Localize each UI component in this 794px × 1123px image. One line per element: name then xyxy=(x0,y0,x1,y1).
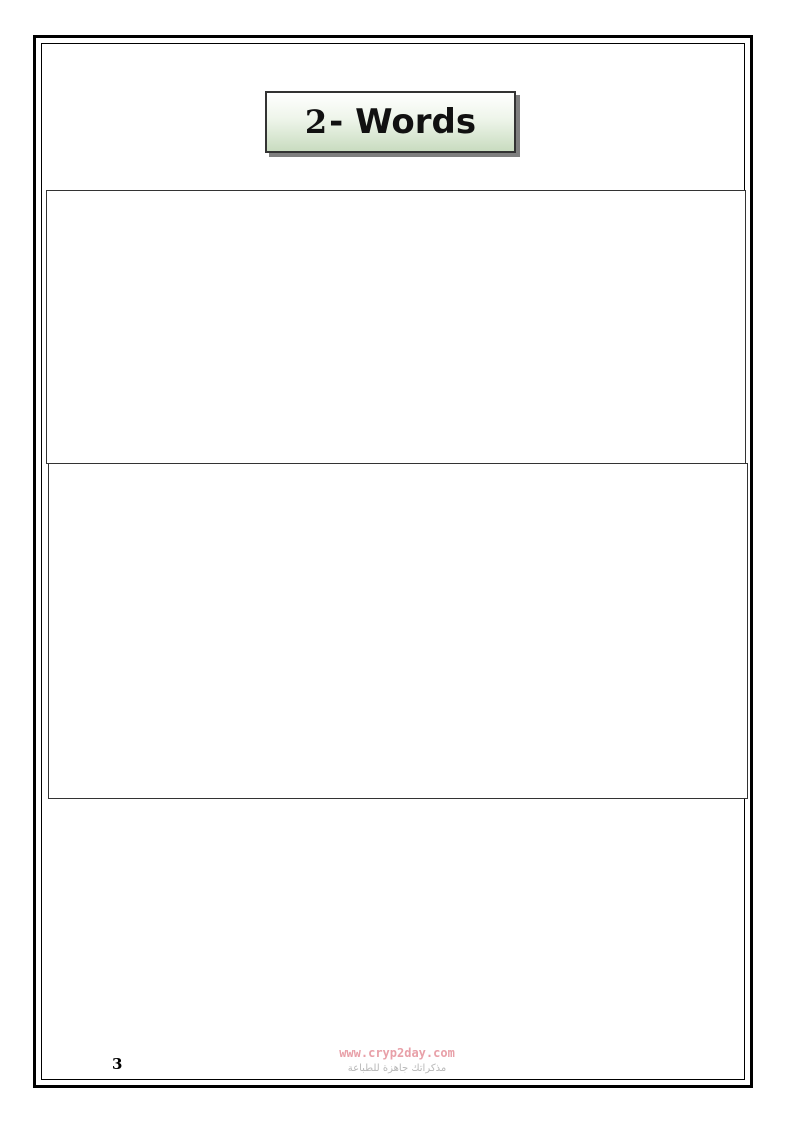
title-box xyxy=(265,91,516,153)
page-number: 3 xyxy=(112,1055,123,1073)
site-url: www.cryp2day.com xyxy=(339,1046,455,1060)
page-title: - Words xyxy=(329,102,477,142)
vocabulary-table xyxy=(48,463,748,799)
site-tagline: مذكراتك جاهزة للطباعة xyxy=(347,1063,447,1074)
title-number: 2 xyxy=(304,103,328,141)
vocabulary-table xyxy=(46,190,746,464)
